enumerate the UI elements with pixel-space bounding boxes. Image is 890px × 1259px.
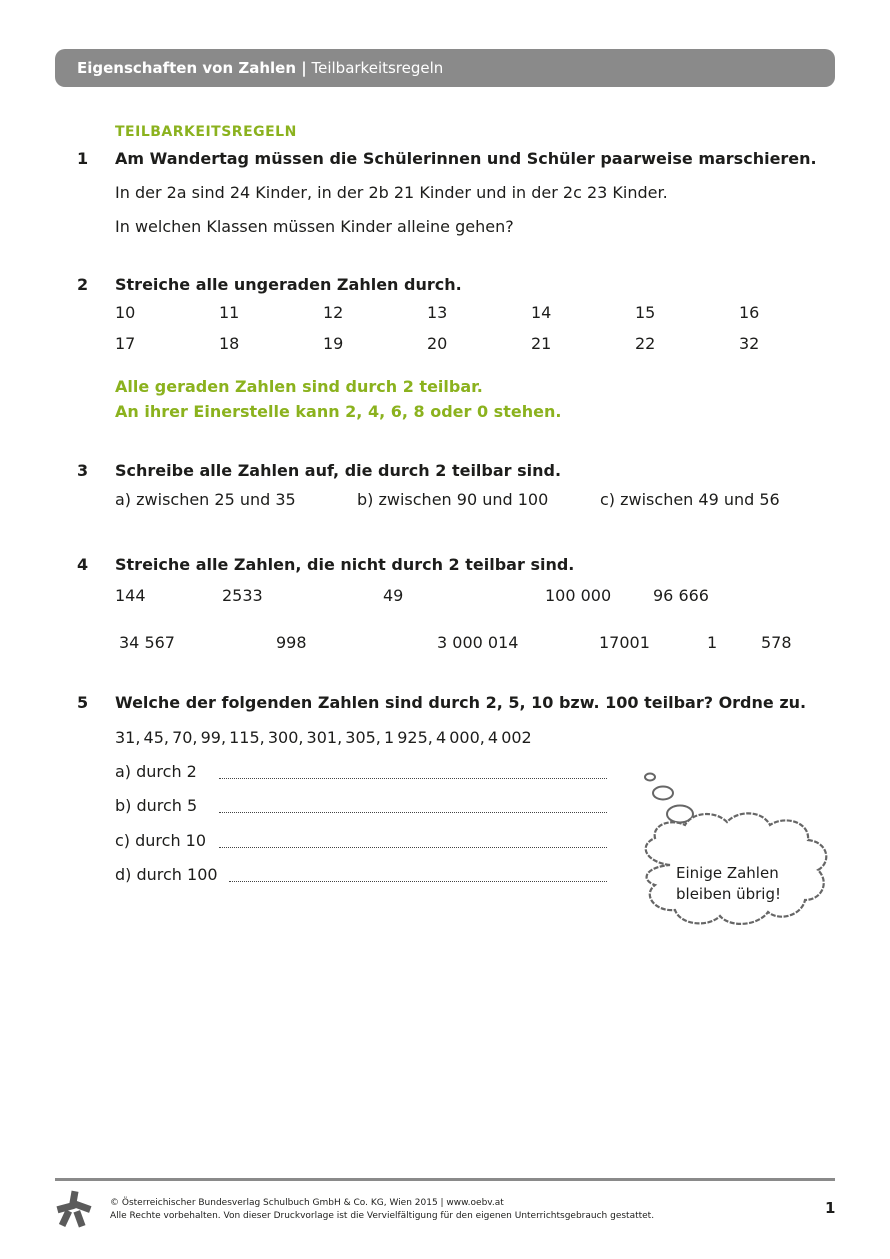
task-3-option-b: b) zwischen 90 und 100	[357, 490, 549, 509]
bubble-text-line-2: bleiben übrig!	[676, 885, 782, 903]
header-title-rest: Teilbarkeitsregeln	[306, 59, 444, 77]
task-2-row-2-number[interactable]: 17	[115, 334, 136, 353]
task-2-row-2-number[interactable]: 19	[323, 334, 344, 353]
task-4-row-2-number[interactable]: 998	[276, 633, 307, 652]
page-number: 1	[825, 1199, 836, 1217]
footer-divider	[55, 1178, 835, 1181]
header-title-bold: Eigenschaften von Zahlen |	[77, 59, 307, 77]
task-2-row-1-number[interactable]: 16	[739, 303, 760, 322]
rule-line-2: An ihrer Einerstelle kann 2, 4, 6, 8 oder 0 stehen.	[115, 402, 562, 421]
task-5-instruction: Welche der folgenden Zahlen sind durch 2, 5, 10 bzw. 100 teilbar? Ordne zu.	[115, 693, 807, 712]
task-3-number: 3	[77, 461, 89, 480]
task-4-row-2-number[interactable]: 17001	[599, 633, 650, 652]
task-1-instruction: Am Wandertag müssen die Schülerinnen und Schüler paarweise marschieren.	[115, 149, 817, 168]
task-2-row-2-number[interactable]: 22	[635, 334, 656, 353]
task-3-instruction: Schreibe alle Zahlen auf, die durch 2 teilbar sind.	[115, 461, 562, 480]
task-2-instruction: Streiche alle ungeraden Zahlen durch.	[115, 275, 462, 294]
task-4-row-2-number[interactable]: 34 567	[119, 633, 175, 652]
task-4-row-2-number[interactable]: 578	[761, 633, 792, 652]
task-2-row-1-number[interactable]: 13	[427, 303, 448, 322]
task-4-row-2-number[interactable]: 1	[707, 633, 718, 652]
bubble-text-line-1: Einige Zahlen	[676, 864, 779, 882]
task-3-option-a: a) zwischen 25 und 35	[115, 490, 296, 509]
task-2-row-1-number[interactable]: 15	[635, 303, 656, 322]
task-5-label-b: b) durch 5	[115, 796, 198, 815]
task-2-number: 2	[77, 275, 89, 294]
task-4-row-1-number[interactable]: 144	[115, 586, 146, 605]
footer-rights: Alle Rechte vorbehalten. Von dieser Druckvorlage ist die Vervielfältigung für den eigenen Unterrichtsgebrauch gestattet.	[110, 1211, 655, 1221]
task-5-label-c: c) durch 10	[115, 831, 207, 850]
task-2-row-2-number[interactable]: 20	[427, 334, 448, 353]
publisher-logo-icon	[56, 1190, 92, 1228]
task-1-line-2: In welchen Klassen müssen Kinder alleine gehen?	[115, 217, 514, 236]
task-4-row-1-number[interactable]: 96 666	[653, 586, 709, 605]
task-4-row-1-number[interactable]: 2533	[222, 586, 263, 605]
header-bar	[55, 49, 835, 87]
task-5-label-d: d) durch 100	[115, 865, 218, 884]
task-5-label-a: a) durch 2	[115, 762, 197, 781]
task-3-option-c: c) zwischen 49 und 56	[600, 490, 780, 509]
task-2-row-2-number[interactable]: 21	[531, 334, 552, 353]
task-1-line-1: In der 2a sind 24 Kinder, in der 2b 21 Kinder und in der 2c 23 Kinder.	[115, 183, 668, 202]
task-2-row-1-number[interactable]: 12	[323, 303, 344, 322]
task-2-row-1-number[interactable]: 14	[531, 303, 552, 322]
task-4-row-2-number[interactable]: 3 000 014	[437, 633, 519, 652]
task-1-number: 1	[77, 149, 89, 168]
task-4-instruction: Streiche alle Zahlen, die nicht durch 2 teilbar sind.	[115, 555, 575, 574]
task-2-row-2-number[interactable]: 18	[219, 334, 240, 353]
task-5-number: 5	[77, 693, 89, 712]
answer-line-c[interactable]	[219, 847, 607, 848]
task-2-row-1-number[interactable]: 11	[219, 303, 240, 322]
task-2-row-2-number[interactable]: 32	[739, 334, 760, 353]
task-4-row-1-number[interactable]: 100 000	[545, 586, 612, 605]
answer-line-b[interactable]	[219, 812, 607, 813]
task-4-number: 4	[77, 555, 89, 574]
rule-line-1: Alle geraden Zahlen sind durch 2 teilbar.	[115, 377, 483, 396]
footer-copyright: © Österreichischer Bundesverlag Schulbuch GmbH & Co. KG, Wien 2015 | www.oebv.at	[110, 1198, 504, 1208]
task-5-number-list: 31, 45, 70, 99, 115, 300, 301, 305, 1 925, 4 000, 4 002	[115, 728, 532, 747]
section-title: TEILBARKEITSREGELN	[115, 124, 297, 140]
answer-line-a[interactable]	[219, 778, 607, 779]
task-2-row-1-number[interactable]: 10	[115, 303, 136, 322]
answer-line-d[interactable]	[229, 881, 607, 882]
task-4-row-1-number[interactable]: 49	[383, 586, 404, 605]
